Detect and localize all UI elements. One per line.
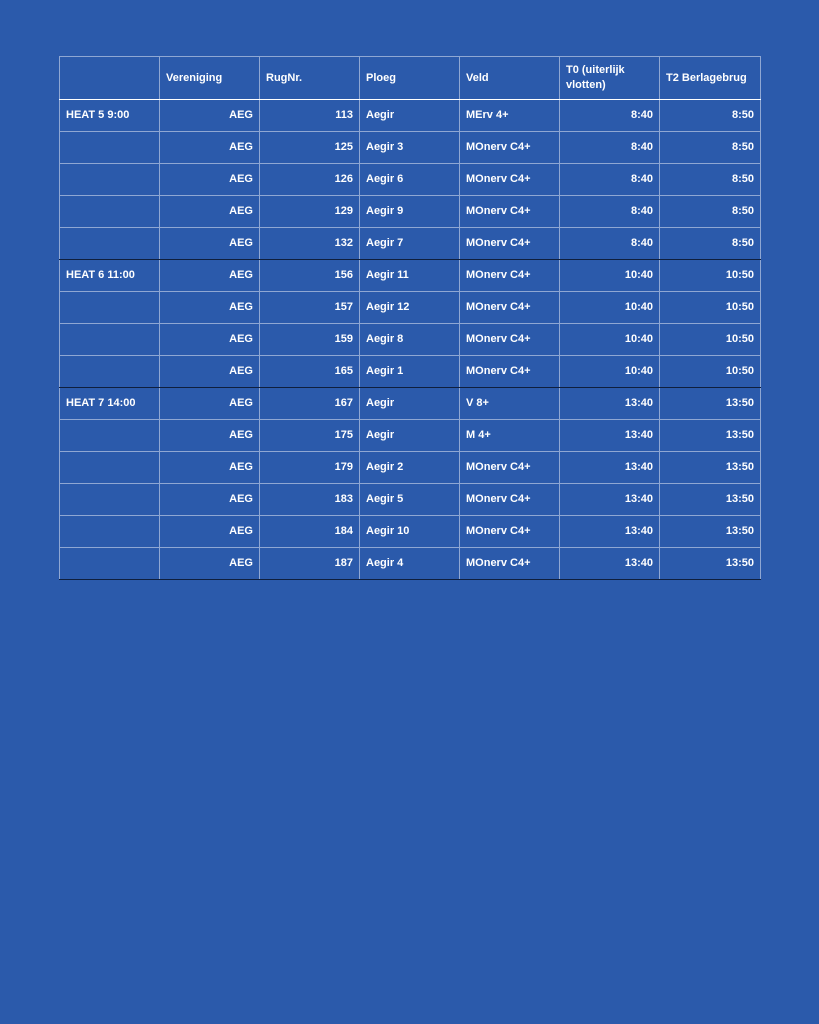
cell-club: AEG: [160, 324, 260, 356]
cell-club: AEG: [160, 452, 260, 484]
table-row: [60, 260, 761, 292]
cell-club: AEG: [160, 292, 260, 324]
header-veld: Veld: [460, 57, 560, 100]
cell-bib: 156: [260, 260, 360, 292]
cell-bib: 175: [260, 420, 360, 452]
table-row: [60, 516, 761, 548]
cell-club: AEG: [160, 100, 260, 132]
cell-t0: 8:40: [560, 228, 660, 260]
cell-field: MErv 4+: [460, 100, 560, 132]
cell-field: MOnerv C4+: [460, 516, 560, 548]
cell-club: AEG: [160, 420, 260, 452]
table-row: [60, 452, 761, 484]
cell-t2: 13:50: [660, 388, 761, 420]
cell-heat: [60, 164, 160, 196]
table-row: [60, 132, 761, 164]
cell-crew: Aegir 6: [360, 164, 460, 196]
cell-bib: 167: [260, 388, 360, 420]
cell-bib: 184: [260, 516, 360, 548]
header-vereniging: Vereniging: [160, 57, 260, 100]
header-ploeg: Ploeg: [360, 57, 460, 100]
cell-t2: 10:50: [660, 356, 761, 388]
cell-t2: 13:50: [660, 420, 761, 452]
table-row: [60, 420, 761, 452]
table-row: [60, 356, 761, 388]
cell-crew: Aegir: [360, 388, 460, 420]
cell-club: AEG: [160, 548, 260, 580]
cell-club: AEG: [160, 356, 260, 388]
cell-t2: 8:50: [660, 228, 761, 260]
cell-field: MOnerv C4+: [460, 356, 560, 388]
cell-bib: 159: [260, 324, 360, 356]
cell-crew: Aegir: [360, 420, 460, 452]
cell-t0: 13:40: [560, 420, 660, 452]
cell-t2: 8:50: [660, 164, 761, 196]
cell-t2: 8:50: [660, 100, 761, 132]
cell-heat: [60, 228, 160, 260]
cell-t0: 8:40: [560, 100, 660, 132]
cell-bib: 125: [260, 132, 360, 164]
cell-heat: [60, 548, 160, 580]
cell-t0: 8:40: [560, 132, 660, 164]
cell-t2: 10:50: [660, 324, 761, 356]
cell-bib: 113: [260, 100, 360, 132]
cell-t0: 10:40: [560, 260, 660, 292]
cell-heat: [60, 516, 160, 548]
cell-crew: Aegir 3: [360, 132, 460, 164]
cell-heat: [60, 484, 160, 516]
cell-heat: [60, 356, 160, 388]
cell-t2: 10:50: [660, 292, 761, 324]
cell-crew: Aegir 1: [360, 356, 460, 388]
cell-bib: 183: [260, 484, 360, 516]
cell-crew: Aegir 9: [360, 196, 460, 228]
cell-crew: Aegir 7: [360, 228, 460, 260]
cell-club: AEG: [160, 228, 260, 260]
cell-t2: 10:50: [660, 260, 761, 292]
cell-t0: 13:40: [560, 516, 660, 548]
cell-crew: Aegir 2: [360, 452, 460, 484]
table-row: [60, 292, 761, 324]
cell-field: MOnerv C4+: [460, 228, 560, 260]
cell-t0: 10:40: [560, 324, 660, 356]
cell-field: MOnerv C4+: [460, 132, 560, 164]
cell-heat: [60, 132, 160, 164]
cell-crew: Aegir 4: [360, 548, 460, 580]
cell-crew: Aegir 5: [360, 484, 460, 516]
table-row: [60, 388, 761, 420]
header-rugnr: RugNr.: [260, 57, 360, 100]
cell-field: MOnerv C4+: [460, 548, 560, 580]
cell-heat: [60, 324, 160, 356]
table-header-row: [60, 57, 761, 100]
cell-crew: Aegir 10: [360, 516, 460, 548]
cell-heat: [60, 292, 160, 324]
cell-club: AEG: [160, 196, 260, 228]
cell-t0: 8:40: [560, 164, 660, 196]
table-row: [60, 100, 761, 132]
cell-t2: 13:50: [660, 452, 761, 484]
cell-club: AEG: [160, 260, 260, 292]
cell-t0: 13:40: [560, 388, 660, 420]
header-t0: T0 (uiterlijk vlotten): [560, 57, 660, 100]
cell-t2: 8:50: [660, 132, 761, 164]
table-row: [60, 548, 761, 580]
cell-crew: Aegir 11: [360, 260, 460, 292]
cell-bib: 187: [260, 548, 360, 580]
cell-crew: Aegir 8: [360, 324, 460, 356]
cell-t0: 13:40: [560, 484, 660, 516]
table-row: [60, 228, 761, 260]
header-t2: T2 Berlagebrug: [660, 57, 761, 100]
cell-field: MOnerv C4+: [460, 292, 560, 324]
cell-t0: 10:40: [560, 356, 660, 388]
cell-crew: Aegir 12: [360, 292, 460, 324]
cell-club: AEG: [160, 164, 260, 196]
cell-field: V 8+: [460, 388, 560, 420]
cell-bib: 132: [260, 228, 360, 260]
cell-crew: Aegir: [360, 100, 460, 132]
header-heat: [60, 57, 160, 100]
cell-t2: 13:50: [660, 548, 761, 580]
cell-bib: 157: [260, 292, 360, 324]
cell-heat: HEAT 7 14:00: [60, 388, 160, 420]
cell-heat: [60, 196, 160, 228]
cell-club: AEG: [160, 388, 260, 420]
cell-t0: 13:40: [560, 452, 660, 484]
heat-schedule-table: [59, 56, 761, 580]
cell-bib: 126: [260, 164, 360, 196]
table-row: [60, 484, 761, 516]
cell-t0: 10:40: [560, 292, 660, 324]
cell-t2: 13:50: [660, 484, 761, 516]
cell-field: MOnerv C4+: [460, 260, 560, 292]
cell-field: MOnerv C4+: [460, 164, 560, 196]
cell-field: M 4+: [460, 420, 560, 452]
cell-club: AEG: [160, 132, 260, 164]
cell-heat: [60, 452, 160, 484]
cell-field: MOnerv C4+: [460, 484, 560, 516]
cell-t2: 8:50: [660, 196, 761, 228]
cell-field: MOnerv C4+: [460, 196, 560, 228]
cell-t0: 8:40: [560, 196, 660, 228]
cell-bib: 179: [260, 452, 360, 484]
cell-t0: 13:40: [560, 548, 660, 580]
cell-bib: 165: [260, 356, 360, 388]
cell-club: AEG: [160, 516, 260, 548]
cell-heat: [60, 420, 160, 452]
cell-bib: 129: [260, 196, 360, 228]
cell-club: AEG: [160, 484, 260, 516]
table-row: [60, 196, 761, 228]
cell-field: MOnerv C4+: [460, 452, 560, 484]
table-row: [60, 164, 761, 196]
table-row: [60, 324, 761, 356]
cell-field: MOnerv C4+: [460, 324, 560, 356]
cell-heat: HEAT 5 9:00: [60, 100, 160, 132]
cell-heat: HEAT 6 11:00: [60, 260, 160, 292]
cell-t2: 13:50: [660, 516, 761, 548]
